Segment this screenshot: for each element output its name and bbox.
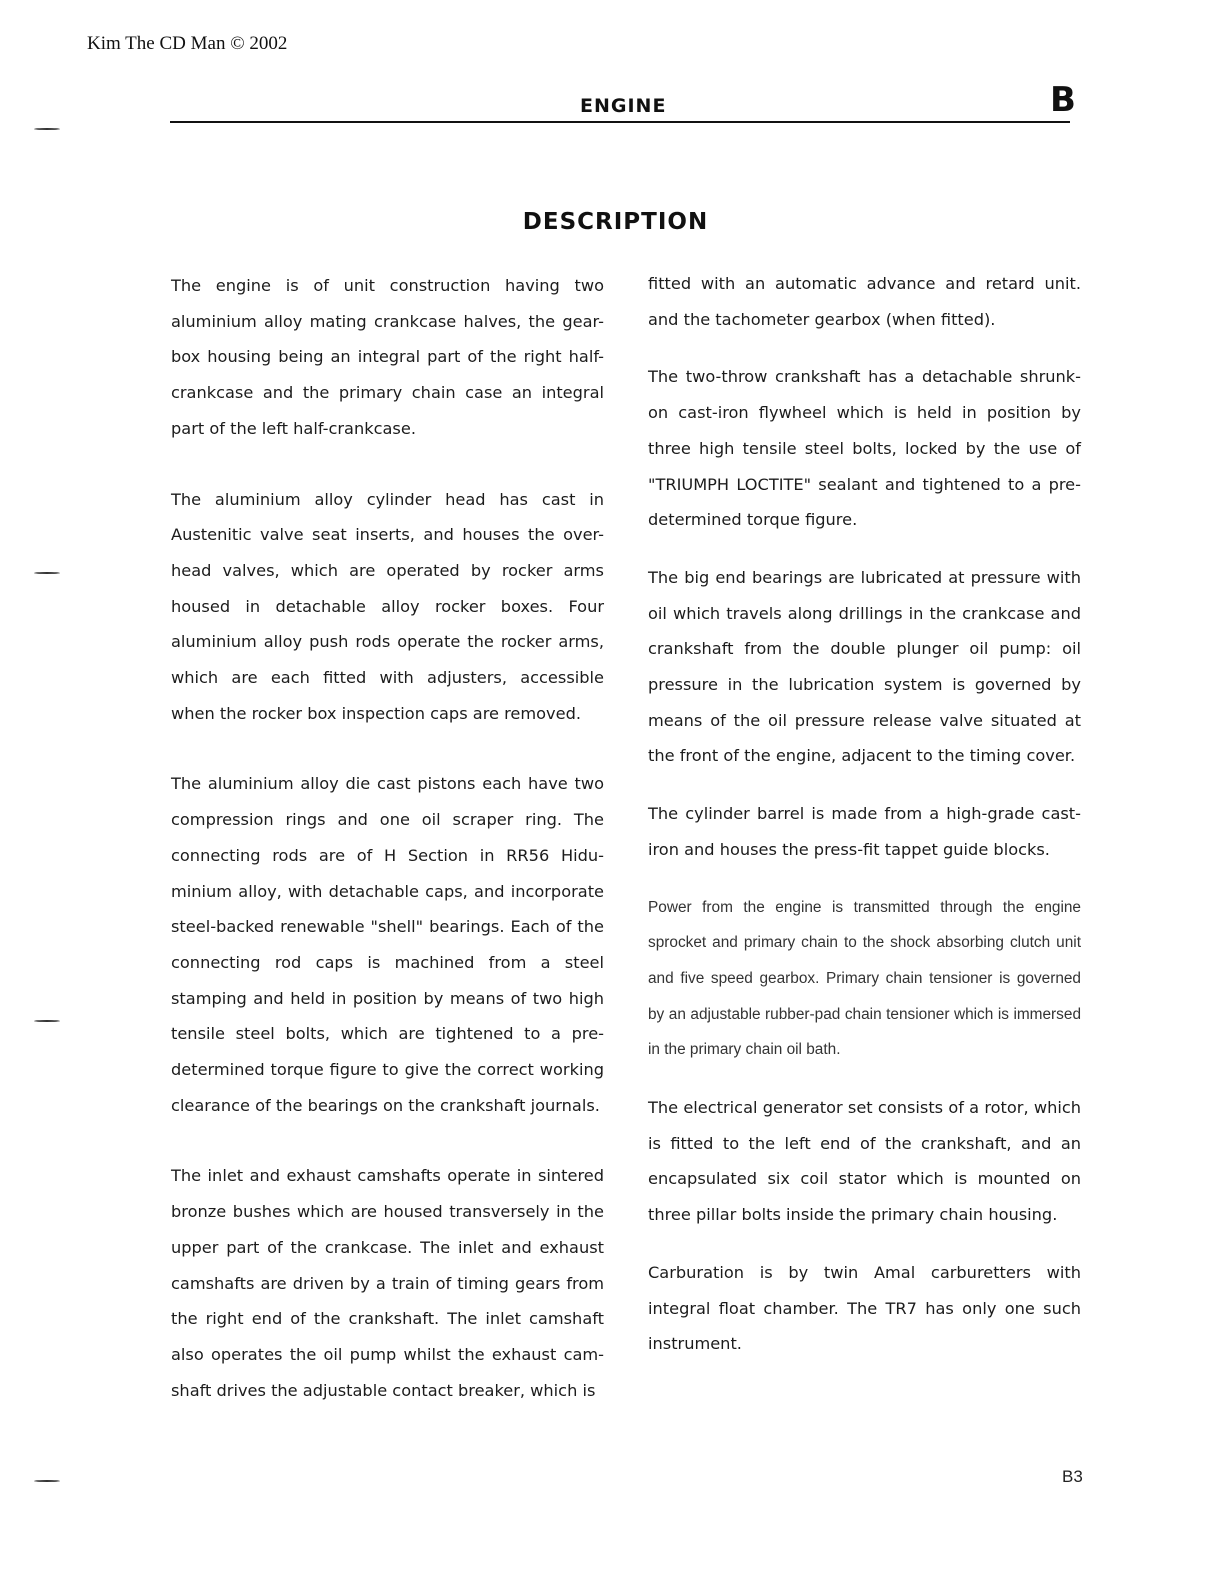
paragraph-carburation: Carburation is by twin Amal carburetters with integral float chamber. The TR7 has only one such instrument. <box>648 1262 1081 1354</box>
paragraph-pistons: The aluminium alloy die cast pistons each have two compression rings and one oil scraper ring. The connecting rods are of H Section in RR56 Hidu-minium alloy, with detachable caps, and incorporate steel-backed renewable "shell" bearings. Each of the connecting rod caps is machined from a steel stamping and held in position by means of two high tensile steel bolts, which are tightened to a pre-determined torque figure to give the correct working clearance of the bearings on the crankshaft journals. <box>171 774 604 1115</box>
margin-mark-3 <box>34 1020 60 1022</box>
page-heading: DESCRIPTION <box>522 209 709 235</box>
paragraph-lubrication: The big end bearings are lubricated at pressure with oil which travels along drillings in the crankcase and crankshaft from the double plunger oil pump: oil pressure in the lubrication system is governed by means of the oil pressure release valve situated at the front of the engine, adjacent to the timing cover. <box>648 567 1081 766</box>
paragraph-camshafts: The inlet and exhaust camshafts operate in sintered bronze bushes which are housed transversely in the upper part of the crankcase. The inlet and exhaust camshafts are driven by a train of timing gears from the right end of the crankshaft. The inlet camshaft also operates the oil pump whilst the exhaust cam-shaft drives the adjustable contact breaker, which is <box>171 1166 604 1400</box>
paragraph-crankshaft: The two-throw crankshaft has a detachable shrunk-on cast-iron flywheel which is held in position by three high tensile steel bolts, locked by the use of "TRIUMPH LOCTITE" sealant and tightened to a pre-determined torque figure. <box>648 367 1081 530</box>
margin-mark-4 <box>34 1480 60 1482</box>
margin-mark-1 <box>34 128 60 130</box>
paragraph-power-transmission: Power from the engine is transmitted through the engine sprocket and primary chain to the shock absorbing clutch unit and five speed gearbox. Primary chain tensioner is governed by an adjustable rubber-pad chain tensioner which is immersed in the primary chain oil bath. <box>648 898 1081 1059</box>
section-letter: B <box>1050 80 1076 120</box>
page-number: B3 <box>1062 1467 1083 1486</box>
paragraph-cylinder-barrel: The cylinder barrel is made from a high-grade cast-iron and houses the press-fit tappet guide blocks. <box>648 804 1081 859</box>
section-title: ENGINE <box>580 95 667 117</box>
paragraph-crankcase: The engine is of unit construction having two aluminium alloy mating crankcase halves, the gear-box housing being an integral part of the right half-crankcase and the primary chain case an integral part of the left half-crankcase. <box>171 276 604 438</box>
right-column <box>648 266 1081 1384</box>
paragraph-cylinder-head: The aluminium alloy cylinder head has cast in Austenitic valve seat inserts, and houses the over-head valves, which are operated by rocker arms housed in detachable alloy rocker boxes. Four aluminium alloy push rods operate the rocker arms, which are each fitted with adjusters, accessible when the rocker box inspection caps are removed. <box>171 489 604 723</box>
paragraph-generator: The electrical generator set consists of a rotor, which is fitted to the left end of the crankshaft, and an encapsulated six coil stator which is mounted on three pillar bolts inside the primary chain housing. <box>648 1098 1081 1225</box>
left-column <box>171 268 604 1443</box>
paragraph-advance-unit: fitted with an automatic advance and retard unit. and the tachometer gearbox (when fitted). <box>648 274 1081 329</box>
header-rule <box>170 121 1070 123</box>
copyright-notice: Kim The CD Man © 2002 <box>87 33 288 54</box>
margin-mark-2 <box>34 572 60 574</box>
